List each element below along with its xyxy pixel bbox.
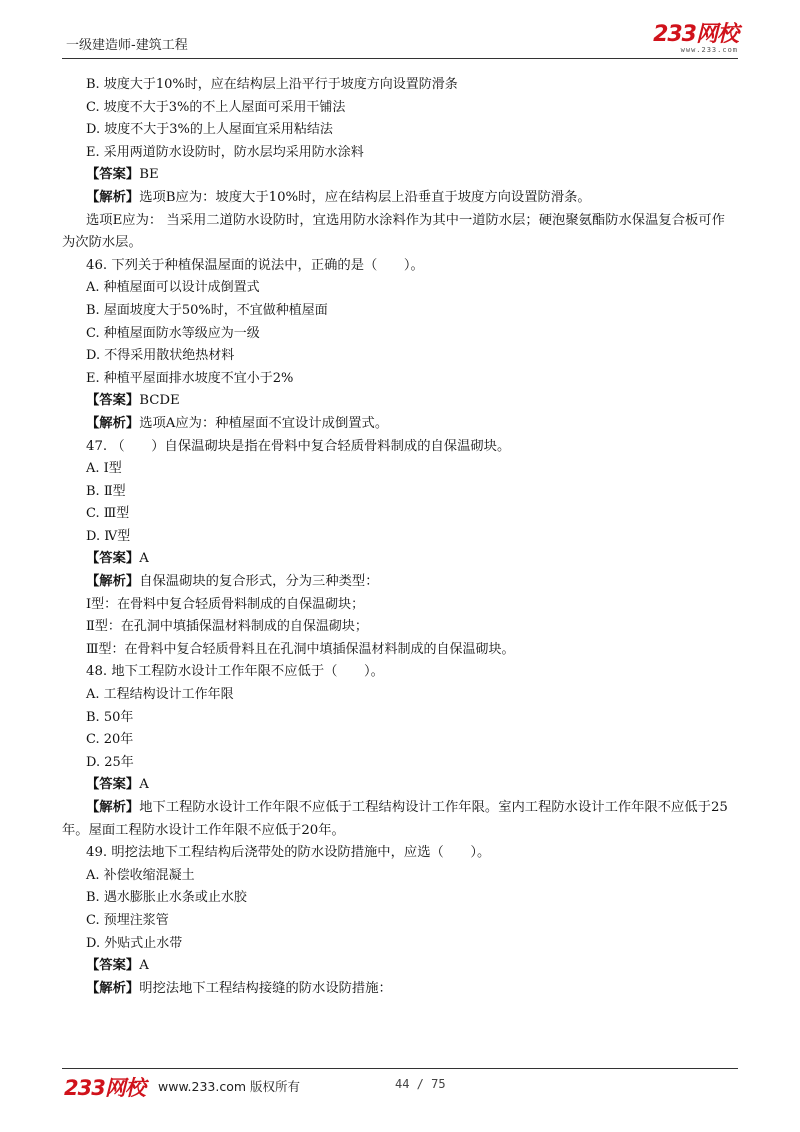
answer-line — [62, 955, 738, 978]
page-header — [62, 22, 738, 62]
answer-option — [62, 684, 738, 707]
answer-option — [62, 865, 738, 888]
line-text: BCDE — [139, 393, 180, 409]
answer-line — [62, 390, 738, 413]
line-text: BE — [139, 167, 159, 183]
question-stem — [62, 661, 738, 684]
line-text: A. Ⅰ型 — [86, 461, 122, 477]
analysis-line — [62, 978, 738, 1001]
line-text: D. 外贴式止水带 — [86, 935, 183, 951]
analysis-label: 【解析】 — [86, 980, 140, 996]
page-number: 44 / 75 — [395, 1077, 446, 1091]
document-body — [62, 74, 738, 1000]
line-text: A — [139, 777, 149, 793]
line-text: 明挖法地下工程结构接缝的防水设防措施： — [139, 980, 392, 996]
explanation-text — [62, 210, 738, 255]
answer-option — [62, 74, 738, 97]
line-text: C. 坡度不大于3%的不上人屋面可采用干铺法 — [86, 99, 346, 115]
answer-option — [62, 910, 738, 933]
answer-label: 【答案】 — [86, 551, 140, 567]
answer-option — [62, 277, 738, 300]
answer-option — [62, 729, 738, 752]
line-text: 地下工程防水设计工作年限不应低于工程结构设计工作年限。室内工程防水设计工作年限不应低于25年。屋面工程防水设计工作年限不应低于20年。 — [62, 800, 728, 838]
line-text: 48. 地下工程防水设计工作年限不应低于（ ）。 — [86, 664, 384, 680]
analysis-label: 【解析】 — [86, 189, 140, 205]
line-text: A. 补偿收缩混凝土 — [86, 867, 195, 883]
line-text: C. Ⅲ型 — [86, 506, 130, 522]
line-text: B. 坡度大于10%时，应在结构层上沿平行于坡度方向设置防滑条 — [86, 77, 458, 92]
answer-option — [62, 323, 738, 346]
line-text: 46. 下列关于种植保温屋面的说法中，正确的是（ ）。 — [86, 257, 424, 273]
answer-option — [62, 97, 738, 120]
question-stem — [62, 436, 738, 459]
line-text: 选项E应为： 当采用二道防水设防时，宜选用防水涂料作为其中一道防水层；硬泡聚氨酯防水保温复合板可作为次防水层。 — [62, 212, 725, 251]
line-text: D. 坡度不大于3%的上人屋面宜采用粘结法 — [86, 122, 333, 138]
answer-option — [62, 368, 738, 391]
line-text: Ⅰ型：在骨料中复合轻质骨料制成的自保温砌块； — [86, 596, 365, 612]
footer-divider — [62, 1068, 738, 1069]
answer-option — [62, 933, 738, 956]
analysis-line — [62, 571, 738, 594]
question-stem — [62, 842, 738, 865]
line-text: A. 种植屋面可以设计成倒置式 — [86, 280, 260, 296]
question-stem — [62, 255, 738, 278]
answer-option — [62, 300, 738, 323]
answer-option — [62, 458, 738, 481]
line-text: E. 采用两道防水设防时，防水层均采用防水涂料 — [86, 144, 364, 160]
line-text: Ⅱ型：在孔洞中填插保温材料制成的自保温砌块； — [86, 619, 368, 635]
analysis-line — [62, 413, 738, 436]
answer-line — [62, 548, 738, 571]
line-text: 选项B应为：坡度大于10%时，应在结构层上沿垂直于坡度方向设置防滑条。 — [139, 189, 591, 205]
analysis-line — [62, 187, 738, 210]
header-divider — [62, 58, 738, 59]
line-text: A — [139, 958, 149, 974]
answer-option — [62, 526, 738, 549]
answer-option — [62, 887, 738, 910]
answer-label: 【答案】 — [86, 167, 140, 183]
answer-option — [62, 616, 738, 639]
line-text: 自保温砌块的复合形式，分为三种类型： — [139, 574, 379, 590]
brand-logo-text: 233网校 — [653, 22, 738, 47]
line-text: D. 不得采用散状绝热材料 — [86, 348, 235, 364]
line-text: C. 种植屋面防水等级应为一级 — [86, 325, 260, 341]
answer-option — [62, 707, 738, 730]
answer-option — [62, 594, 738, 617]
answer-label: 【答案】 — [86, 393, 140, 409]
analysis-label: 【解析】 — [86, 574, 140, 590]
header-title: 一级建造师-建筑工程 — [66, 38, 188, 53]
line-text: B. 遇水膨胀止水条或止水胶 — [86, 890, 247, 906]
line-text: D. Ⅳ型 — [86, 528, 131, 544]
answer-option — [62, 142, 738, 165]
line-text: A. 工程结构设计工作年限 — [86, 687, 234, 703]
line-text: B. 屋面坡度大于50%时，不宜做种植屋面 — [86, 302, 328, 318]
answer-option — [62, 345, 738, 368]
line-text: E. 种植平屋面排水坡度不宜小于2% — [86, 370, 294, 386]
answer-line — [62, 164, 738, 187]
analysis-label: 【解析】 — [86, 415, 140, 431]
answer-label: 【答案】 — [86, 777, 140, 793]
answer-line — [62, 774, 738, 797]
analysis-label: 【解析】 — [86, 800, 140, 815]
answer-label: 【答案】 — [86, 958, 140, 974]
page-footer — [62, 1072, 738, 1100]
line-text: A — [139, 551, 149, 567]
answer-option — [62, 119, 738, 142]
answer-option — [62, 752, 738, 775]
brand-logo-url: www.233.com — [680, 46, 738, 54]
analysis-line — [62, 797, 738, 842]
answer-option — [62, 481, 738, 504]
line-text: Ⅲ型：在骨料中复合轻质骨料且在孔洞中填插保温材料制成的自保温砌块。 — [86, 641, 515, 657]
line-text: 49. 明挖法地下工程结构后浇带处的防水设防措施中，应选（ ）。 — [86, 845, 491, 861]
footer-copyright: www.233.com 版权所有 — [158, 1079, 300, 1094]
line-text: D. 25年 — [86, 754, 134, 770]
line-text: B. Ⅱ型 — [86, 483, 126, 499]
line-text: C. 20年 — [86, 732, 134, 748]
answer-option — [62, 503, 738, 526]
line-text: 选项A应为：种植屋面不宜设计成倒置式。 — [139, 415, 389, 431]
line-text: C. 预埋注浆管 — [86, 912, 169, 928]
brand-logo — [653, 24, 738, 55]
line-text: 47. （ ）自保温砌块是指在骨料中复合轻质骨料制成的自保温砌块。 — [86, 438, 511, 454]
line-text: B. 50年 — [86, 709, 134, 725]
answer-option — [62, 639, 738, 662]
footer-logo-text: 233网校 — [64, 1076, 145, 1100]
